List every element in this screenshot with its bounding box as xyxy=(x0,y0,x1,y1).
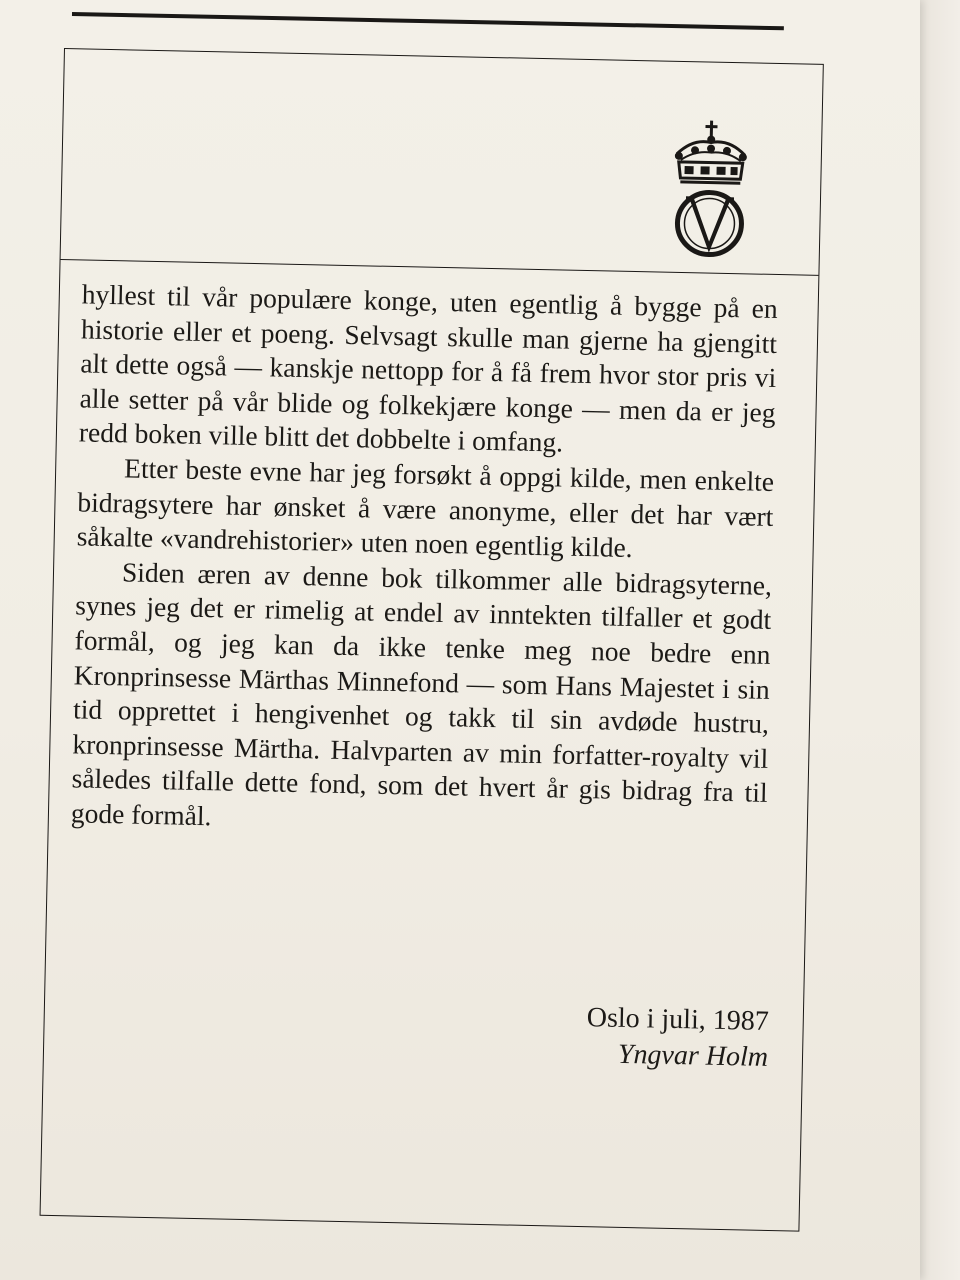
paragraph-1: hyllest til vår populære konge, uten egentlig å bygge på en historie eller et poeng. Selvsagt skulle man gjerne ha gjengitt alt dette også — kanskje nettopp for å få frem hvor stor pris vi alle setter på vår blide og folkekjære konge — men da er jeg redd boken ville blitt det dobbelte i omfang. xyxy=(78,278,779,458)
page-frame xyxy=(40,48,824,1232)
top-rule xyxy=(72,12,784,30)
paragraph-3: Siden æren av denne bok tilkommer alle bidragsyterne, synes jeg det er rimelig at endel av inntekten tilfaller et godt formål, og jeg kan da ikke tenke meg noe bedre enn Kronprinsesse Märthas Minnefond — som Hans Majestet i sin tid opprettet i hengivenhet og takk til sin avdøde hustru, kronprinsesse Märtha. Halvparten av min forfatter-royalty vil således tilfalle dette fond, som det hvert år gis bidrag fra til gode formål. xyxy=(70,556,773,832)
crown-monogram-icon xyxy=(669,120,762,260)
header-box xyxy=(61,49,823,276)
paragraph-2: Etter beste evne har jeg forsøkt å oppgi kilde, men enkelte bidragsytere har ønsket å være anonyme, eller det har vært såkalte «vandrehistorier» uten noen egentlig kilde. xyxy=(76,452,775,564)
signature-block xyxy=(586,1000,769,1076)
place-date: Oslo i juli, 1987 xyxy=(586,1002,770,1037)
author-name: Yngvar Holm xyxy=(617,1038,769,1073)
body-text xyxy=(71,277,778,845)
